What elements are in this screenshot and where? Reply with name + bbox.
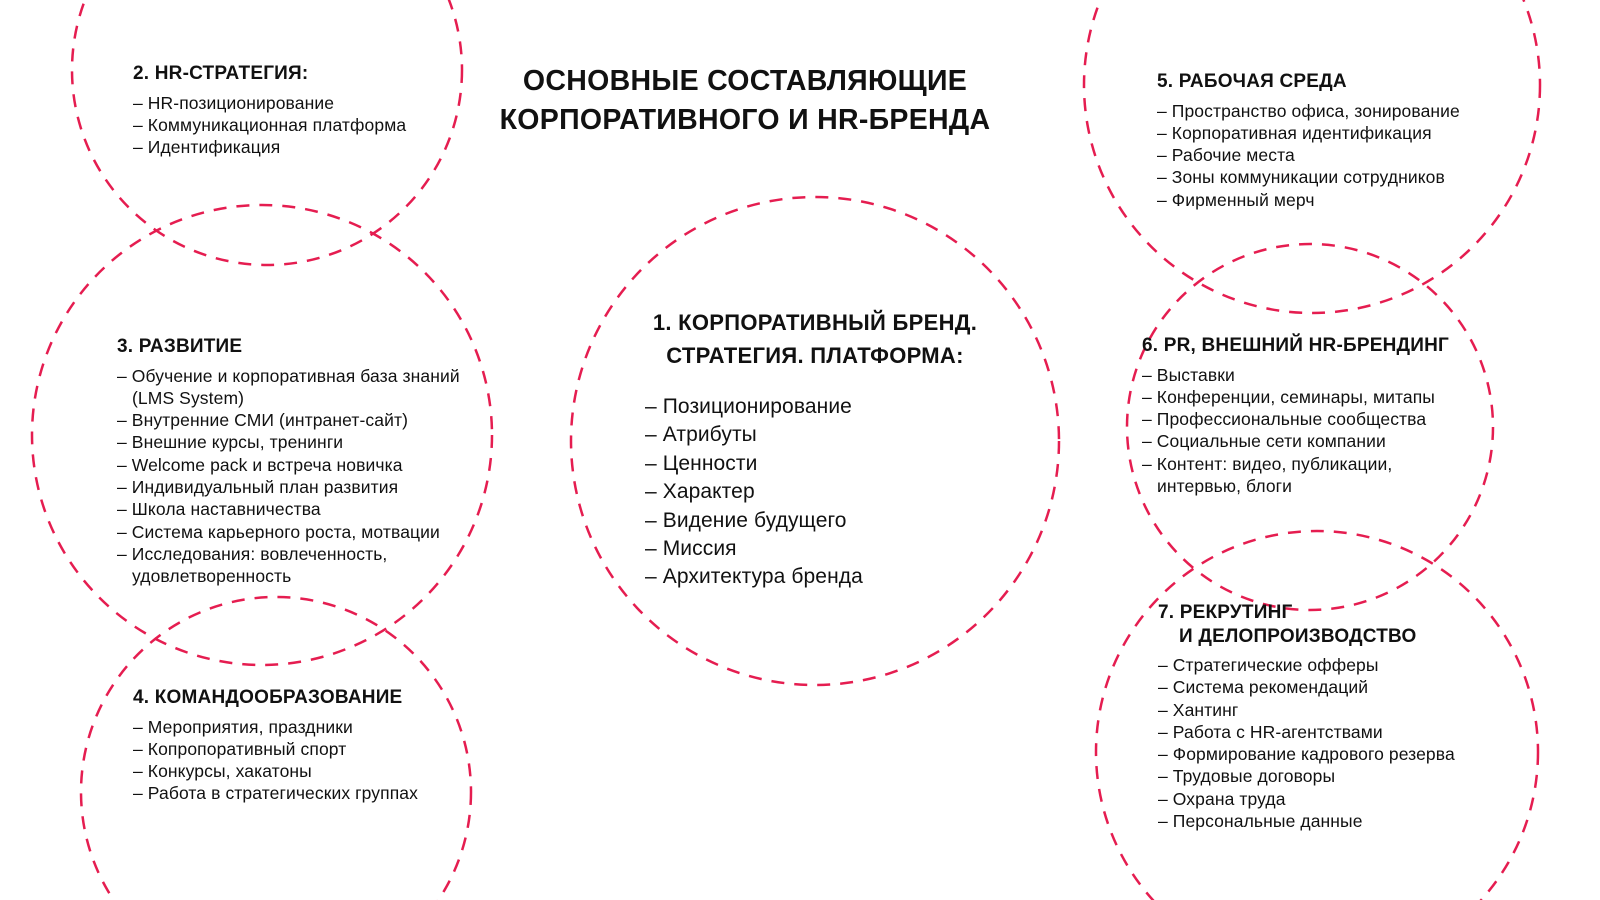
section-heading-line: 2. HR-СТРАТЕГИЯ: bbox=[133, 63, 309, 84]
section-heading bbox=[1158, 601, 1455, 648]
section-item-line: – Охрана труда bbox=[1158, 788, 1286, 809]
section-heading-line: 3. РАЗВИТИЕ bbox=[117, 336, 243, 357]
section-development bbox=[117, 335, 460, 587]
section-item-line: – Ценности bbox=[645, 451, 758, 475]
section-item-line: – Индивидуальный план развития bbox=[117, 476, 399, 497]
section-item-line: удовлетворенность bbox=[132, 566, 292, 587]
section-item-line: – Идентификация bbox=[133, 137, 281, 158]
section-item-line: – Пространство офиса, зонирование bbox=[1157, 100, 1460, 121]
section-item-line: – Архитектура бренда bbox=[645, 565, 863, 589]
section-item-line: – Внутренние СМИ (интранет-сайт) bbox=[117, 410, 409, 431]
section-heading bbox=[133, 686, 418, 710]
section-heading-line: И ДЕЛОПРОИЗВОДСТВО bbox=[1179, 625, 1417, 647]
section-item-line: – Трудовые договоры bbox=[1158, 766, 1336, 787]
section-heading-line: СТРАТЕГИЯ. ПЛАТФОРМА: bbox=[666, 343, 964, 368]
section-item-line: – Конференции, семинары, митапы bbox=[1142, 386, 1435, 407]
section-heading-line: 5. РАБОЧАЯ СРЕДА bbox=[1157, 71, 1347, 92]
section-team-building bbox=[133, 686, 418, 805]
section-item-line: – Стратегические офферы bbox=[1158, 655, 1379, 675]
section-heading-line: 1. КОРПОРАТИВНЫЙ БРЕНД. bbox=[652, 310, 978, 335]
section-item-line: – Копропоративный спорт bbox=[133, 738, 347, 759]
section-recruiting-and-paperwork bbox=[1158, 601, 1455, 832]
section-item-line: – Персональные данные bbox=[1158, 811, 1363, 832]
section-work-environment bbox=[1157, 70, 1460, 211]
section-item-line: – Исследования: вовлеченность, bbox=[117, 543, 388, 564]
section-heading bbox=[1157, 70, 1460, 94]
section-item-line: – Контент: видео, публикации, bbox=[1142, 453, 1393, 474]
section-item-line: – Работа в стратегических группах bbox=[133, 783, 418, 804]
section-heading bbox=[1142, 334, 1449, 358]
section-item-line: – Фирменный мерч bbox=[1157, 189, 1315, 210]
section-item-list bbox=[597, 393, 1033, 592]
section-item-list bbox=[1158, 654, 1455, 832]
section-item-line: – Коммуникационная платформа bbox=[133, 114, 407, 135]
section-item-line: – Позиционирование bbox=[645, 395, 852, 418]
section-item-line: – Работа с HR-агентствами bbox=[1158, 721, 1383, 742]
section-item-line: – Миссия bbox=[645, 537, 737, 561]
section-item-list bbox=[133, 716, 418, 805]
section-item-line: – Атрибуты bbox=[645, 423, 757, 447]
section-item-line: (LMS System) bbox=[132, 387, 245, 408]
section-item-line: – Профессиональные сообщества bbox=[1142, 409, 1427, 430]
section-item-line: – Формирование кадрового резерва bbox=[1158, 744, 1455, 765]
section-item-line: – Характер bbox=[645, 480, 755, 504]
section-pr-external-hr-branding bbox=[1142, 334, 1449, 497]
section-item-line: – Корпоративная идентификация bbox=[1157, 122, 1432, 143]
section-item-line: – Конкурсы, хакатоны bbox=[133, 761, 312, 782]
section-item-line: – Хантинг bbox=[1158, 699, 1239, 720]
section-item-line: – Школа наставничества bbox=[117, 499, 321, 520]
section-item-line: – Обучение и корпоративная база знаний bbox=[117, 365, 460, 386]
section-heading bbox=[117, 335, 460, 359]
section-corporate-brand-strategy-platform bbox=[597, 306, 1033, 592]
section-item-list bbox=[1157, 100, 1460, 211]
section-item-line: – Зоны коммуникации сотрудников bbox=[1157, 167, 1445, 188]
section-heading-line: 6. PR, ВНЕШНИЙ HR-БРЕНДИНГ bbox=[1142, 335, 1449, 356]
section-item-line: – Рабочие места bbox=[1157, 145, 1295, 166]
section-item-line: – Видение будущего bbox=[645, 508, 847, 532]
diagram-title-line: ОСНОВНЫЕ СОСТАВЛЯЮЩИЕ bbox=[522, 65, 968, 97]
section-item-line: – Welcome pack и встреча новичка bbox=[117, 454, 403, 475]
section-item-line: – Система карьерного роста, мотвации bbox=[117, 521, 440, 542]
section-item-list bbox=[133, 92, 406, 159]
section-item-line: – Система рекомендаций bbox=[1158, 677, 1369, 698]
section-item-line: интервью, блоги bbox=[1157, 475, 1293, 496]
section-item-line: – HR-позиционирование bbox=[133, 92, 335, 113]
section-item-list bbox=[1142, 364, 1449, 498]
section-item-line: – Мероприятия, праздники bbox=[133, 716, 353, 737]
section-heading-line: 4. КОМАНДООБРАЗОВАНИЕ bbox=[133, 687, 403, 708]
section-heading bbox=[597, 306, 1033, 372]
section-item-line: – Социальные сети компании bbox=[1142, 431, 1386, 452]
section-heading bbox=[133, 62, 406, 86]
section-heading-line: 7. РЕКРУТИНГ bbox=[1158, 602, 1293, 623]
section-item-line: – Выставки bbox=[1142, 364, 1235, 385]
section-hr-strategy bbox=[133, 62, 406, 158]
section-item-list bbox=[117, 365, 460, 588]
diagram-title-line: КОРПОРАТИВНОГО И HR-БРЕНДА bbox=[499, 104, 991, 136]
diagram-title bbox=[445, 62, 1045, 140]
section-item-line: – Внешние курсы, тренинги bbox=[117, 432, 344, 453]
